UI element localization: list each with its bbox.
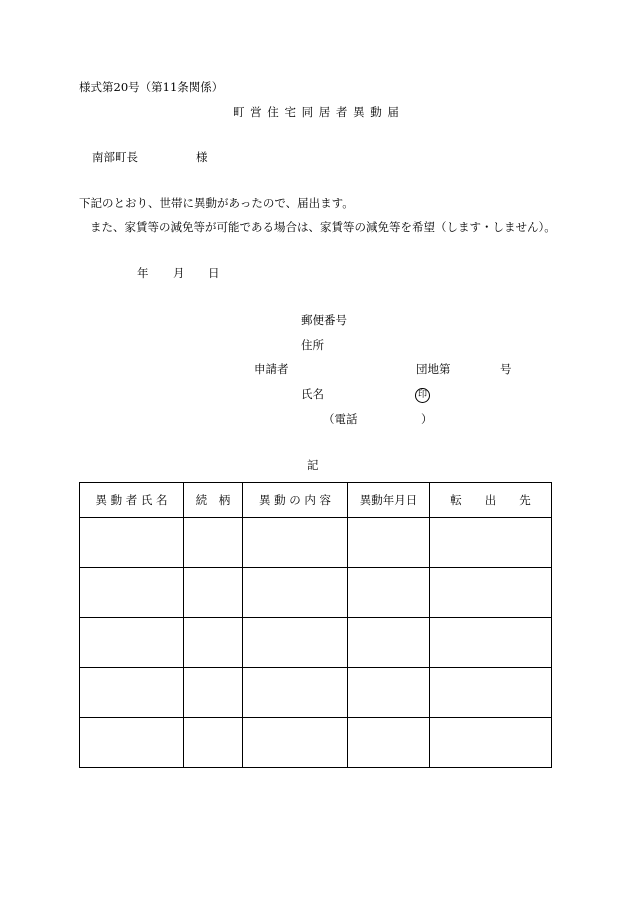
cell-change-date[interactable] bbox=[348, 568, 430, 618]
form-number: 様式第20号（第11条関係） bbox=[79, 80, 224, 94]
cell-member-name[interactable] bbox=[80, 568, 184, 618]
table-row bbox=[80, 518, 552, 568]
cell-destination[interactable] bbox=[430, 718, 552, 768]
addressee-honorific: 様 bbox=[196, 150, 208, 164]
cell-member-name[interactable] bbox=[80, 668, 184, 718]
address-label: 住所 bbox=[301, 338, 324, 352]
cell-relationship[interactable] bbox=[184, 618, 243, 668]
form-title: 町 営 住 宅 同 居 者 異 動 届 bbox=[233, 105, 400, 119]
cell-change-date[interactable] bbox=[348, 718, 430, 768]
cell-change-details[interactable] bbox=[243, 518, 348, 568]
applicant-label: 申請者 bbox=[254, 362, 289, 376]
table-row bbox=[80, 618, 552, 668]
table-row bbox=[80, 668, 552, 718]
table-row bbox=[80, 568, 552, 618]
header-change-details: 異 動 の 内 容 bbox=[243, 483, 348, 518]
record-heading: 記 bbox=[307, 458, 319, 472]
header-destination: 転 出 先 bbox=[430, 483, 552, 518]
cell-change-details[interactable] bbox=[243, 618, 348, 668]
cell-change-date[interactable] bbox=[348, 668, 430, 718]
cell-relationship[interactable] bbox=[184, 568, 243, 618]
table-header-row bbox=[80, 483, 552, 518]
body-line-1: 下記のとおり、世帯に異動があったので、届出ます。 bbox=[79, 196, 354, 210]
cell-change-date[interactable] bbox=[348, 618, 430, 668]
cell-change-details[interactable] bbox=[243, 568, 348, 618]
cell-relationship[interactable] bbox=[184, 518, 243, 568]
table-row bbox=[80, 718, 552, 768]
addressee-name: 南部町長 bbox=[92, 150, 138, 164]
cell-destination[interactable] bbox=[430, 668, 552, 718]
change-table bbox=[79, 482, 552, 768]
seal-mark bbox=[415, 388, 430, 403]
phone-close: ） bbox=[421, 412, 433, 426]
cell-member-name[interactable] bbox=[80, 718, 184, 768]
cell-change-details[interactable] bbox=[243, 668, 348, 718]
postal-code-label: 郵便番号 bbox=[301, 313, 347, 327]
cell-destination[interactable] bbox=[430, 518, 552, 568]
cell-change-details[interactable] bbox=[243, 718, 348, 768]
complex-number-label: 団地第 bbox=[416, 362, 451, 376]
header-member-name: 異 動 者 氏 名 bbox=[80, 483, 184, 518]
complex-number-suffix: 号 bbox=[500, 362, 512, 376]
cell-destination[interactable] bbox=[430, 618, 552, 668]
body-line-2: また、家賃等の減免等が可能である場合は、家賃等の減免等を希望（します・しません）。 bbox=[90, 220, 556, 234]
cell-destination[interactable] bbox=[430, 568, 552, 618]
cell-relationship[interactable] bbox=[184, 718, 243, 768]
header-change-date: 異動年月日 bbox=[348, 483, 430, 518]
cell-member-name[interactable] bbox=[80, 518, 184, 568]
header-relationship: 続 柄 bbox=[184, 483, 243, 518]
cell-change-date[interactable] bbox=[348, 518, 430, 568]
phone-open: （電話 bbox=[323, 412, 358, 426]
date-day: 日 bbox=[208, 266, 220, 280]
cell-relationship[interactable] bbox=[184, 668, 243, 718]
seal-icon: 印 bbox=[415, 388, 430, 403]
name-label: 氏名 bbox=[301, 387, 324, 401]
cell-member-name[interactable] bbox=[80, 618, 184, 668]
date-month: 月 bbox=[173, 266, 185, 280]
date-year: 年 bbox=[137, 266, 149, 280]
